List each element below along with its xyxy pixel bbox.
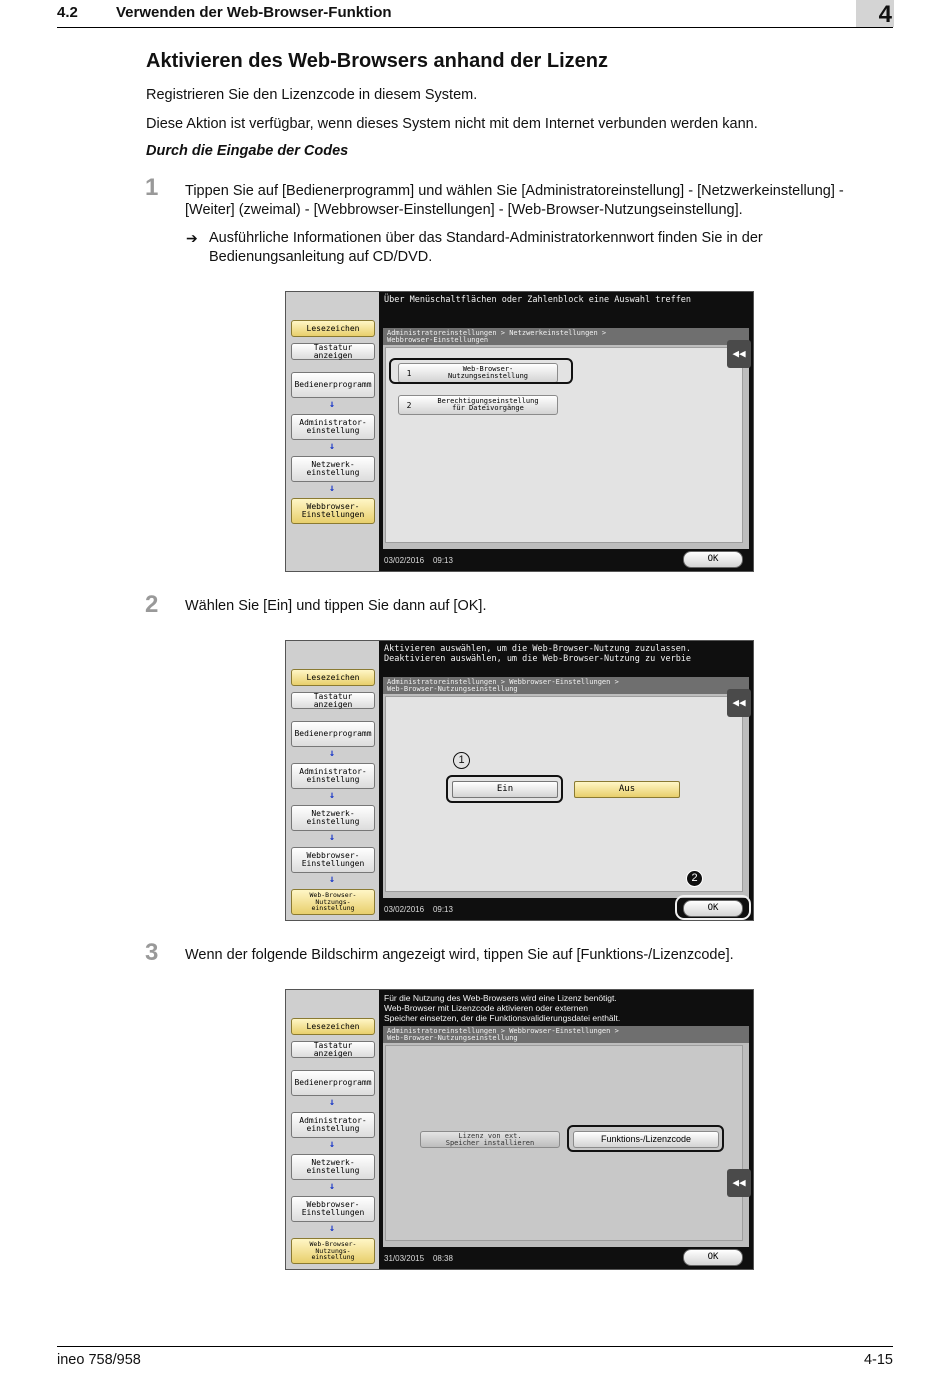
bookmark-button[interactable]: Lesezeichen <box>291 669 375 686</box>
webbrowser-settings-button[interactable]: Webbrowser- Einstellungen <box>291 1196 375 1222</box>
down-arrow-icon: ↓ <box>329 874 336 885</box>
down-arrow-icon: ↓ <box>329 1097 336 1108</box>
main-screen <box>379 292 753 571</box>
down-arrow-icon: ↓ <box>329 483 336 494</box>
callout-marker: 2 <box>686 870 703 887</box>
side-panel <box>286 641 379 920</box>
item-label: Web-Browser- Nutzungseinstellung <box>447 365 529 380</box>
webbrowser-settings-button[interactable]: Webbrowser- Einstellungen <box>291 498 375 524</box>
step-number: 2 <box>145 591 159 618</box>
down-arrow-icon: ↓ <box>329 1181 336 1192</box>
step-number: 1 <box>145 174 159 201</box>
down-arrow-icon: ↓ <box>329 832 336 843</box>
usage-setting-button[interactable]: Web-Browser- Nutzungs- einstellung <box>291 1238 375 1264</box>
breadcrumb: Administratoreinstellungen > Netzwerkeinstellungen > Webbrowser-Einstellungen <box>383 328 749 345</box>
toggle-panel <box>385 696 743 892</box>
highlight-frame <box>389 358 573 384</box>
page-number: 4-15 <box>863 1352 893 1368</box>
step-text: Wenn der folgende Bildschirm angezeigt wird, tippen Sie auf [Funktions-/Lizenzcode]. <box>185 947 734 963</box>
side-panel <box>286 292 379 571</box>
instruction-message: Über Menüschaltflächen oder Zahlenblock eine Auswahl treffen <box>384 295 692 305</box>
webbrowser-settings-button[interactable]: Webbrowser- Einstellungen <box>291 847 375 873</box>
down-arrow-icon: ↓ <box>329 748 336 759</box>
keyboard-button[interactable]: Tastatur anzeigen <box>291 343 375 360</box>
down-arrow-icon: ↓ <box>329 1223 336 1234</box>
side-panel <box>286 990 379 1269</box>
content-area <box>383 328 749 549</box>
bookmark-button[interactable]: Lesezeichen <box>291 320 375 337</box>
screenshot-menu <box>285 291 754 572</box>
breadcrumb: Administratoreinstellungen > Webbrowser-Einstellungen > Web-Browser-Nutzungseinstellung <box>383 677 749 694</box>
section-number: 4.2 <box>57 4 78 21</box>
back-icon[interactable]: ◀◀ <box>727 689 751 717</box>
highlight-frame <box>675 895 751 920</box>
ok-button[interactable]: OK <box>683 551 743 568</box>
usage-setting-button[interactable]: Web-Browser- Nutzungs- einstellung <box>291 889 375 915</box>
breadcrumb: Administratoreinstellungen > Webbrowser-Einstellungen > Web-Browser-Nutzungseinstellung <box>383 1026 749 1043</box>
section-title: Verwenden der Web-Browser-Funktion <box>116 4 392 21</box>
instruction-message: Aktivieren auswählen, um die Web-Browser-Nutzung zuzulassen. Deaktivieren auswählen, um die Web-Browser-Nutzung zu verbie <box>384 644 692 664</box>
admin-button[interactable]: Administrator- einstellung <box>291 414 375 440</box>
note-arrow: ➔ <box>186 230 198 246</box>
keyboard-button[interactable]: Tastatur anzeigen <box>291 1041 375 1058</box>
footer-rule <box>57 1346 893 1347</box>
instruction-message: Für die Nutzung des Web-Browsers wird eine Lizenz benötigt. Web-Browser mit Lizenzcode aktivieren oder externen Speicher einsetzen, der die Funktionsvalidierungsdatei enthält. <box>384 993 621 1023</box>
content-area <box>383 1026 749 1247</box>
network-button[interactable]: Netzwerk- einstellung <box>291 805 375 831</box>
item-label: Berechtigungseinstellung für Dateivorgänge <box>437 397 539 412</box>
subheading: Durch die Eingabe der Codes <box>146 143 349 159</box>
callout-marker: 1 <box>453 752 470 769</box>
screenshot-license <box>285 989 754 1270</box>
install-from-storage-button[interactable] <box>420 1131 560 1148</box>
step-number: 3 <box>145 939 159 966</box>
date-time: 31/03/2015 08:38 <box>384 1254 453 1263</box>
off-button[interactable]: Aus <box>574 781 680 798</box>
page-heading: Aktivieren des Web-Browsers anhand der Lizenz <box>146 50 608 72</box>
chapter-tab: 4 <box>856 0 894 27</box>
highlight-frame <box>567 1125 724 1152</box>
bookmark-button[interactable]: Lesezeichen <box>291 1018 375 1035</box>
step-text: Wählen Sie [Ein] und tippen Sie dann auf [OK]. <box>185 598 487 614</box>
step-text: Tippen Sie auf [Bedienerprogramm] und wählen Sie [Administratoreinstellung] - [Netzwerkeinstellung] - [Weiter] (zweimal) - [Webbrowser-Einstellungen] - [Web-Browser-Nutzungseinstellung]. <box>185 183 844 218</box>
button-label: Lizenz von ext. Speicher installieren <box>445 1131 535 1147</box>
down-arrow-icon: ↓ <box>329 441 336 452</box>
footer-model: ineo 758/958 <box>57 1352 141 1368</box>
ok-button[interactable]: OK <box>683 900 743 917</box>
back-icon[interactable]: ◀◀ <box>727 1169 751 1197</box>
intro-paragraph: Diese Aktion ist verfügbar, wenn dieses System nicht mit dem Internet verbunden werden kann. <box>146 116 758 132</box>
content-area <box>383 677 749 898</box>
on-button[interactable]: Ein <box>452 781 558 798</box>
admin-button[interactable]: Administrator- einstellung <box>291 1112 375 1138</box>
down-arrow-icon: ↓ <box>329 1139 336 1150</box>
keyboard-button[interactable]: Tastatur anzeigen <box>291 692 375 709</box>
intro-paragraph: Registrieren Sie den Lizenzcode in diesem System. <box>146 87 478 103</box>
item-number: 2 <box>406 400 412 410</box>
utility-button[interactable]: Bedienerprogramm <box>291 372 375 398</box>
date-time: 03/02/2016 09:13 <box>384 556 453 565</box>
utility-button[interactable]: Bedienerprogramm <box>291 721 375 747</box>
license-panel <box>385 1045 743 1241</box>
main-screen <box>379 641 753 920</box>
down-arrow-icon: ↓ <box>329 399 336 410</box>
menu-item-file-permission[interactable] <box>398 395 558 415</box>
highlight-frame <box>446 775 563 803</box>
date-time: 03/02/2016 09:13 <box>384 905 453 914</box>
item-number: 1 <box>406 368 412 378</box>
main-screen <box>379 990 753 1269</box>
menu-panel <box>385 347 743 543</box>
network-button[interactable]: Netzwerk- einstellung <box>291 1154 375 1180</box>
down-arrow-icon: ↓ <box>329 790 336 801</box>
utility-button[interactable]: Bedienerprogramm <box>291 1070 375 1096</box>
ok-button[interactable]: OK <box>683 1249 743 1266</box>
button-label: Funktions-/Lizenzcode <box>600 1134 692 1144</box>
step-note: Ausführliche Informationen über das Standard-Administratorkennwort finden Sie in der Bedienungsanleitung auf CD/DVD. <box>209 230 763 265</box>
screenshot-toggle <box>285 640 754 921</box>
header-rule <box>57 27 893 28</box>
back-icon[interactable]: ◀◀ <box>727 340 751 368</box>
network-button[interactable]: Netzwerk- einstellung <box>291 456 375 482</box>
admin-button[interactable]: Administrator- einstellung <box>291 763 375 789</box>
